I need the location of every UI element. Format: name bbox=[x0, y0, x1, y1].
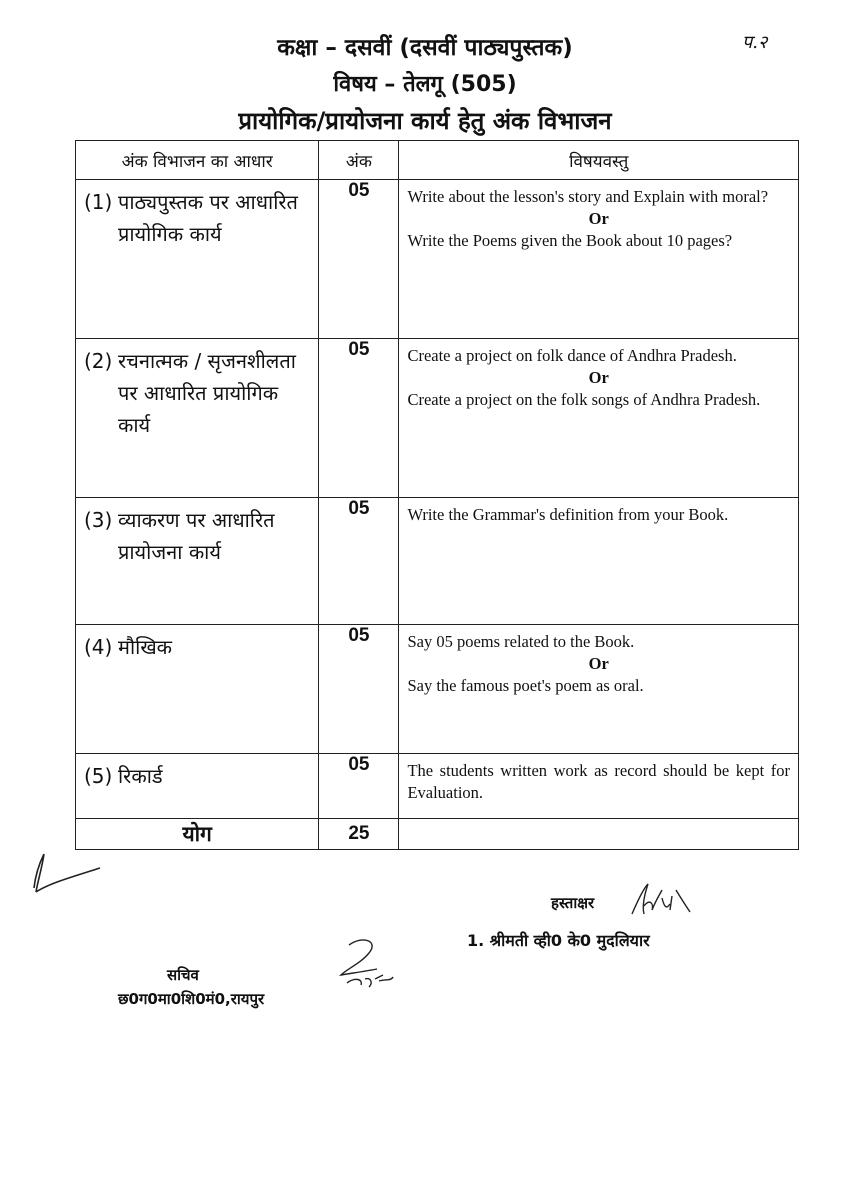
row-number: (3) bbox=[84, 508, 113, 532]
row-number: (1) bbox=[84, 190, 113, 214]
content-cell bbox=[399, 180, 799, 339]
total-label: योग bbox=[76, 819, 319, 850]
marks-cell: 05 bbox=[319, 180, 399, 339]
office-name: छ0ग0मा0शि0मं0,रायपुर bbox=[118, 990, 265, 1008]
marks-cell: 05 bbox=[319, 625, 399, 754]
signatory-signature bbox=[626, 880, 696, 922]
secretary-signature bbox=[333, 935, 399, 993]
table-row bbox=[76, 180, 799, 339]
marks-cell: 05 bbox=[319, 339, 399, 498]
header-basis: अंक विभाजन का आधार bbox=[76, 141, 319, 180]
content-option-a: Create a project on folk dance of Andhra Pradesh. bbox=[407, 346, 737, 365]
basis-cell bbox=[76, 180, 319, 339]
secretary-label: सचिव bbox=[167, 966, 199, 984]
signature-label: हस्ताक्षर bbox=[551, 894, 595, 912]
document-title: प्रायोगिक/प्रायोजना कार्य हेतु अंक विभाजन bbox=[238, 107, 612, 135]
marks-cell: 05 bbox=[319, 754, 399, 819]
table-header-row bbox=[76, 141, 799, 180]
basis-text: मौखिक bbox=[118, 635, 173, 659]
content-cell bbox=[399, 625, 799, 754]
basis-text: रचनात्मक / सृजनशीलता पर आधारित प्रायोगिक कार्य bbox=[118, 349, 296, 437]
table-row bbox=[76, 625, 799, 754]
table-row bbox=[76, 498, 799, 625]
marks-distribution-table bbox=[75, 140, 799, 850]
or-separator: Or bbox=[588, 209, 609, 228]
content-option-a: Write the Grammar's definition from your Book. bbox=[407, 505, 729, 524]
class-heading: कक्षा – दसवीं (दसवीं पाठ्यपुस्तक) bbox=[277, 35, 573, 61]
signatory-name: 1. श्रीमती व्ही0 के0 मुदलियार bbox=[467, 931, 650, 950]
header-marks: अंक bbox=[319, 141, 399, 180]
table-row bbox=[76, 339, 799, 498]
content-option-a: Write about the lesson's story and Explain with moral? bbox=[407, 187, 769, 206]
subject-heading: विषय – तेलगू (505) bbox=[333, 72, 517, 97]
content-option-b: Say the famous poet's poem as oral. bbox=[407, 676, 644, 695]
basis-text: रिकार्ड bbox=[118, 764, 163, 788]
basis-text: व्याकरण पर आधारित प्रायोजना कार्य bbox=[118, 508, 275, 564]
basis-cell bbox=[76, 498, 319, 625]
row-number: (5) bbox=[84, 764, 113, 788]
content-cell bbox=[399, 339, 799, 498]
content-option-b: Create a project on the folk songs of Andhra Pradesh. bbox=[407, 390, 761, 409]
content-option-b: Write the Poems given the Book about 10 pages? bbox=[407, 231, 733, 250]
content-option-a: The students written work as record should be kept for Evaluation. bbox=[407, 761, 790, 802]
content-cell bbox=[399, 754, 799, 819]
left-margin-signature bbox=[28, 848, 108, 898]
content-option-a: Say 05 poems related to the Book. bbox=[407, 632, 635, 651]
total-row bbox=[76, 819, 799, 850]
marks-cell: 05 bbox=[319, 498, 399, 625]
content-cell bbox=[399, 498, 799, 625]
basis-cell bbox=[76, 625, 319, 754]
page-note: प.२ bbox=[742, 32, 768, 53]
basis-text: पाठ्यपुस्तक पर आधारित प्रायोगिक कार्य bbox=[118, 190, 298, 246]
or-separator: Or bbox=[588, 368, 609, 387]
header-content: विषयवस्तु bbox=[399, 141, 799, 180]
basis-cell bbox=[76, 754, 319, 819]
table-row bbox=[76, 754, 799, 819]
basis-cell bbox=[76, 339, 319, 498]
or-separator: Or bbox=[588, 654, 609, 673]
total-empty-cell bbox=[399, 819, 799, 850]
row-number: (4) bbox=[84, 635, 113, 659]
total-value: 25 bbox=[319, 819, 399, 850]
row-number: (2) bbox=[84, 349, 113, 373]
